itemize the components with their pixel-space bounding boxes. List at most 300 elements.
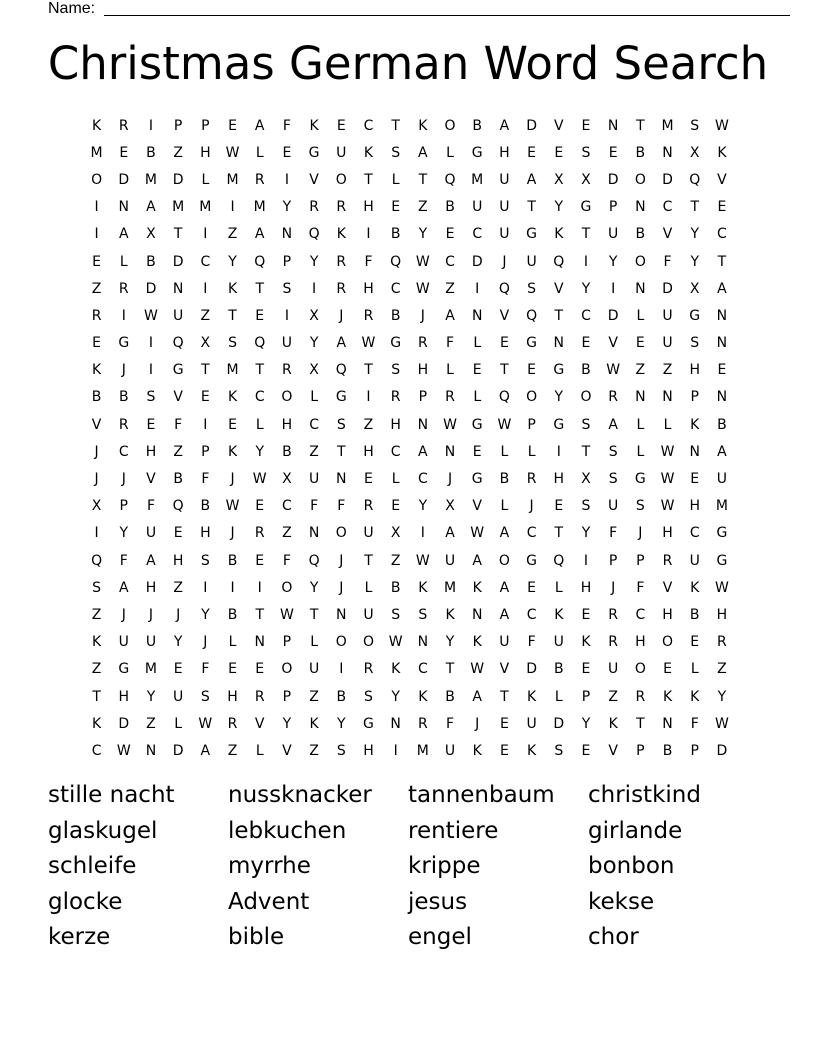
grid-cell: I: [203, 226, 208, 243]
grid-cell: K: [309, 715, 319, 732]
grid-cell: K: [92, 117, 102, 134]
grid-cell: W: [361, 335, 376, 352]
grid-cell: O: [281, 389, 293, 406]
grid-cell: S: [92, 579, 102, 596]
grid-cell: N: [417, 634, 429, 651]
grid-cell: C: [200, 253, 211, 270]
grid-cell: I: [203, 416, 208, 433]
grid-cell: D: [172, 742, 184, 759]
grid-cell: Y: [445, 634, 455, 651]
grid-cell: L: [473, 389, 482, 406]
grid-cell: B: [118, 389, 129, 406]
grid-cell: Q: [498, 280, 510, 297]
grid-cell: T: [364, 362, 373, 379]
grid-cell: C: [445, 253, 455, 270]
grid-cell: D: [145, 280, 157, 297]
grid-cell: K: [92, 362, 102, 379]
grid-cell: F: [609, 525, 618, 542]
grid-cell: K: [472, 579, 482, 596]
grid-cell: V: [282, 742, 292, 759]
grid-cell: T: [500, 362, 509, 379]
grid-cell: P: [282, 634, 292, 651]
grid-cell: T: [364, 552, 373, 569]
grid-row: [83, 493, 743, 520]
grid-cell: T: [717, 253, 727, 270]
grid-cell: W: [497, 416, 512, 433]
grid-cell: W: [198, 715, 213, 732]
grid-cell: K: [227, 443, 238, 460]
grid-cell: R: [608, 606, 619, 623]
grid-cell: Z: [91, 606, 102, 623]
grid-cell: S: [581, 498, 591, 515]
grid-cell: M: [715, 498, 728, 515]
grid-cell: L: [119, 253, 128, 270]
grid-cell: L: [228, 634, 237, 651]
grid-cell: S: [200, 552, 210, 569]
grid-cell: Y: [309, 579, 319, 596]
grid-cell: O: [281, 579, 293, 596]
grid-cell: R: [336, 280, 347, 297]
word-list-item: myrrhe: [228, 853, 311, 879]
grid-cell: A: [526, 171, 537, 188]
grid-cell: J: [447, 471, 453, 488]
grid-row: [83, 574, 743, 601]
grid-cell: W: [714, 715, 729, 732]
grid-cell: K: [227, 280, 238, 297]
grid-cell: Y: [717, 688, 727, 705]
grid-cell: S: [527, 280, 537, 297]
grid-cell: S: [282, 280, 292, 297]
grid-cell: I: [94, 525, 99, 542]
word-list-item: rentiere: [408, 817, 499, 844]
grid-cell: G: [335, 389, 347, 406]
grid-cell: U: [336, 144, 347, 161]
grid-cell: X: [689, 280, 700, 297]
grid-cell: F: [282, 117, 291, 134]
word-list-item: bible: [228, 924, 285, 950]
word-list-item: glaskugel: [48, 817, 158, 844]
grid-cell: R: [91, 307, 102, 324]
grid-cell: S: [391, 144, 401, 161]
grid-cell: Z: [418, 199, 428, 216]
grid-cell: E: [92, 335, 102, 352]
grid-cell: H: [363, 199, 374, 216]
grid-cell: B: [445, 199, 455, 216]
grid-cell: Z: [363, 416, 374, 433]
grid-cell: A: [445, 525, 455, 542]
grid-cell: Z: [309, 443, 319, 460]
grid-cell: K: [554, 606, 564, 623]
grid-cell: T: [173, 226, 183, 243]
name-line: [104, 15, 790, 16]
word-list-item: stille nacht: [48, 782, 175, 808]
name-field: [48, 0, 95, 20]
grid-cell: A: [418, 443, 428, 460]
name-label: Name:: [48, 0, 96, 17]
grid-cell: C: [363, 117, 374, 134]
grid-cell: E: [717, 199, 727, 216]
grid-cell: X: [146, 226, 156, 243]
grid-cell: O: [281, 661, 293, 678]
grid-cell: T: [364, 171, 373, 188]
grid-cell: S: [608, 471, 618, 488]
grid-cell: J: [638, 525, 643, 542]
grid-cell: L: [500, 498, 509, 515]
grid-cell: N: [254, 634, 265, 651]
grid-cell: C: [254, 389, 265, 406]
grid-cell: E: [554, 498, 564, 515]
grid-cell: X: [553, 171, 564, 188]
grid-cell: U: [308, 661, 320, 678]
grid-cell: E: [472, 443, 482, 460]
grid-cell: B: [200, 498, 211, 515]
grid-cell: I: [230, 579, 235, 596]
grid-cell: F: [690, 715, 699, 732]
grid-row: [83, 302, 743, 329]
grid-cell: T: [527, 199, 536, 216]
grid-cell: U: [689, 552, 700, 569]
grid-cell: E: [581, 661, 591, 678]
grid-cell: C: [282, 498, 292, 515]
grid-cell: P: [418, 389, 428, 406]
grid-cell: Y: [228, 253, 237, 270]
grid-cell: J: [230, 471, 235, 488]
grid-cell: S: [690, 335, 700, 352]
grid-cell: E: [581, 742, 591, 759]
grid-cell: G: [308, 144, 320, 161]
grid-cell: C: [118, 443, 129, 460]
grid-cell: G: [526, 335, 538, 352]
grid-cell: E: [255, 498, 265, 515]
grid-row: [83, 656, 743, 683]
grid-row: [83, 275, 743, 302]
grid-cell: A: [254, 226, 265, 243]
grid-cell: F: [174, 416, 183, 433]
grid-row: [83, 411, 743, 438]
grid-cell: W: [415, 253, 430, 270]
grid-cell: P: [282, 688, 292, 705]
grid-cell: Y: [282, 199, 292, 216]
grid-cell: C: [309, 416, 319, 433]
grid-row: [83, 194, 743, 221]
grid-cell: T: [445, 661, 455, 678]
grid-cell: F: [201, 661, 210, 678]
grid-cell: Q: [335, 362, 347, 379]
grid-cell: Y: [608, 253, 618, 270]
grid-cell: L: [500, 443, 509, 460]
grid-cell: R: [309, 199, 319, 216]
grid-cell: R: [282, 362, 292, 379]
grid-cell: Z: [390, 552, 401, 569]
grid-cell: P: [690, 389, 699, 406]
grid-cell: H: [145, 443, 157, 460]
grid-cell: O: [634, 171, 646, 188]
grid-cell: G: [390, 335, 402, 352]
grid-cell: E: [635, 335, 645, 352]
grid-cell: D: [471, 253, 483, 270]
grid-cell: B: [227, 552, 238, 569]
grid-row: [83, 139, 743, 166]
grid-cell: Y: [690, 253, 699, 270]
grid-cell: U: [118, 634, 129, 651]
grid-cell: T: [636, 117, 645, 134]
grid-cell: G: [580, 199, 592, 216]
grid-cell: R: [336, 253, 347, 270]
grid-cell: H: [635, 634, 646, 651]
grid-cell: Y: [309, 335, 319, 352]
grid-cell: Q: [498, 389, 510, 406]
grid-cell: M: [226, 362, 239, 379]
grid-cell: E: [717, 362, 727, 379]
grid-cell: V: [472, 498, 482, 515]
grid-cell: E: [336, 117, 346, 134]
grid-cell: K: [418, 117, 428, 134]
grid-cell: R: [118, 280, 129, 297]
grid-cell: U: [444, 742, 456, 759]
grid-cell: M: [661, 117, 674, 134]
grid-cell: I: [284, 171, 289, 188]
grid-cell: U: [526, 715, 537, 732]
grid-cell: U: [499, 199, 510, 216]
grid-cell: A: [472, 688, 482, 705]
grid-cell: H: [716, 606, 728, 623]
grid-cell: O: [335, 634, 347, 651]
grid-cell: E: [581, 117, 591, 134]
grid-cell: B: [282, 443, 292, 460]
grid-cell: K: [690, 579, 700, 596]
grid-cell: E: [527, 362, 537, 379]
grid-cell: A: [118, 226, 129, 243]
grid-cell: B: [472, 117, 483, 134]
word-list-item: tannenbaum: [408, 782, 555, 808]
grid-cell: D: [118, 171, 130, 188]
grid-cell: K: [690, 416, 700, 433]
grid-cell: U: [363, 606, 374, 623]
grid-cell: S: [336, 742, 346, 759]
grid-cell: M: [90, 144, 103, 161]
grid-cell: E: [228, 661, 237, 678]
grid-cell: K: [554, 226, 564, 243]
grid-cell: O: [662, 634, 674, 651]
grid-cell: F: [146, 498, 155, 515]
grid-cell: B: [635, 226, 646, 243]
grid-cell: T: [309, 606, 319, 623]
grid-cell: O: [444, 117, 456, 134]
grid-cell: N: [471, 606, 483, 623]
grid-cell: Q: [390, 253, 402, 270]
grid-cell: J: [339, 552, 344, 569]
grid-cell: D: [526, 117, 537, 134]
grid-cell: H: [499, 144, 510, 161]
grid-cell: V: [309, 171, 319, 188]
grid-cell: A: [146, 552, 156, 569]
grid-cell: O: [498, 552, 510, 569]
grid-cell: A: [499, 117, 510, 134]
grid-cell: E: [554, 144, 564, 161]
grid-cell: E: [228, 416, 237, 433]
grid-cell: C: [390, 443, 401, 460]
grid-cell: J: [230, 525, 235, 542]
grid-cell: Q: [172, 498, 184, 515]
grid-cell: Y: [418, 226, 428, 243]
grid-cell: Z: [200, 307, 211, 324]
grid-cell: S: [391, 362, 401, 379]
grid-cell: E: [690, 471, 700, 488]
grid-cell: U: [308, 471, 320, 488]
grid-cell: T: [581, 443, 591, 460]
grid-cell: S: [690, 117, 700, 134]
grid-cell: A: [118, 579, 129, 596]
grid-cell: W: [660, 471, 675, 488]
grid-cell: Q: [308, 226, 320, 243]
grid-cell: K: [472, 742, 482, 759]
grid-cell: B: [635, 144, 646, 161]
grid-cell: I: [312, 280, 317, 297]
grid-cell: F: [201, 471, 210, 488]
grid-cell: F: [446, 335, 455, 352]
grid-cell: L: [636, 416, 645, 433]
grid-cell: N: [716, 389, 728, 406]
grid-cell: W: [279, 606, 294, 623]
grid-cell: H: [553, 471, 565, 488]
grid-cell: G: [634, 471, 646, 488]
grid-cell: U: [173, 307, 184, 324]
grid-cell: Y: [391, 688, 400, 705]
grid-cell: E: [581, 606, 591, 623]
grid-cell: J: [94, 471, 99, 488]
grid-cell: E: [391, 498, 401, 515]
grid-cell: L: [174, 715, 183, 732]
grid-cell: G: [526, 552, 538, 569]
grid-cell: N: [471, 307, 483, 324]
grid-cell: B: [499, 471, 510, 488]
grid-cell: J: [176, 606, 181, 623]
grid-cell: Z: [227, 226, 238, 243]
grid-cell: V: [717, 171, 727, 188]
grid-cell: J: [475, 715, 480, 732]
grid-cell: R: [635, 688, 646, 705]
grid-cell: N: [390, 715, 401, 732]
grid-cell: G: [172, 362, 184, 379]
grid-row: [83, 112, 743, 139]
grid-cell: J: [339, 307, 344, 324]
grid-cell: A: [499, 606, 510, 623]
grid-cell: Y: [690, 226, 699, 243]
grid-cell: I: [94, 226, 99, 243]
grid-cell: T: [500, 688, 509, 705]
grid-cell: H: [281, 416, 293, 433]
grid-cell: B: [717, 416, 727, 433]
grid-cell: C: [390, 280, 401, 297]
grid-cell: S: [418, 606, 428, 623]
grid-cell: Y: [418, 498, 428, 515]
grid-cell: Z: [309, 688, 319, 705]
grid-cell: A: [336, 335, 347, 352]
grid-cell: K: [418, 688, 428, 705]
grid-cell: P: [119, 498, 128, 515]
grid-cell: Y: [255, 443, 264, 460]
grid-cell: N: [444, 443, 456, 460]
grid-cell: D: [118, 715, 130, 732]
grid-cell: M: [199, 199, 212, 216]
grid-cell: U: [173, 688, 184, 705]
grid-cell: N: [172, 280, 184, 297]
grid-cell: V: [608, 335, 618, 352]
grid-cell: S: [635, 498, 645, 515]
grid-cell: B: [662, 742, 673, 759]
grid-cell: L: [391, 171, 400, 188]
grid-cell: L: [663, 416, 672, 433]
grid-cell: H: [662, 606, 673, 623]
grid-cell: R: [417, 715, 428, 732]
grid-cell: N: [281, 226, 293, 243]
grid-cell: G: [471, 144, 483, 161]
grid-cell: S: [146, 389, 156, 406]
grid-cell: B: [146, 144, 156, 161]
grid-cell: W: [225, 144, 240, 161]
word-list-item: jesus: [408, 888, 468, 915]
grid-row: [83, 601, 743, 628]
grid-cell: E: [581, 335, 591, 352]
grid-cell: M: [253, 199, 266, 216]
grid-cell: S: [200, 688, 210, 705]
grid-cell: E: [663, 661, 672, 678]
grid-cell: G: [716, 525, 728, 542]
grid-cell: M: [443, 579, 457, 596]
grid-cell: R: [662, 552, 673, 569]
grid-cell: A: [499, 525, 510, 542]
grid-cell: L: [201, 171, 210, 188]
grid-cell: W: [388, 634, 403, 651]
grid-cell: N: [635, 389, 646, 406]
grid-cell: K: [418, 579, 428, 596]
grid-cell: W: [606, 362, 621, 379]
word-list-item: kerze: [48, 924, 111, 950]
grid-cell: H: [118, 688, 130, 705]
grid-cell: B: [390, 307, 401, 324]
grid-cell: L: [527, 443, 536, 460]
grid-cell: U: [608, 661, 619, 678]
grid-cell: U: [526, 253, 537, 270]
word-list-item: schleife: [48, 853, 137, 879]
grid-cell: M: [226, 171, 239, 188]
grid-cell: V: [553, 117, 564, 134]
grid-cell: T: [554, 307, 564, 324]
grid-cell: Z: [173, 144, 183, 161]
grid-row: [83, 737, 743, 764]
grid-cell: F: [119, 552, 128, 569]
grid-cell: I: [339, 661, 344, 678]
grid-cell: J: [94, 443, 99, 460]
grid-cell: N: [635, 199, 646, 216]
grid-cell: F: [364, 253, 373, 270]
grid-cell: Q: [526, 307, 538, 324]
grid-cell: L: [636, 307, 645, 324]
grid-cell: Q: [91, 552, 103, 569]
grid-cell: Z: [146, 715, 156, 732]
grid-cell: D: [172, 171, 184, 188]
grid-cell: F: [663, 253, 672, 270]
grid-cell: F: [446, 715, 455, 732]
grid-cell: L: [310, 634, 318, 651]
grid-cell: Y: [146, 688, 156, 705]
grid-cell: L: [554, 579, 563, 596]
grid-cell: G: [553, 362, 565, 379]
grid-row: [83, 520, 743, 547]
grid-cell: Z: [91, 280, 102, 297]
grid-cell: E: [499, 335, 509, 352]
grid-cell: E: [499, 742, 509, 759]
